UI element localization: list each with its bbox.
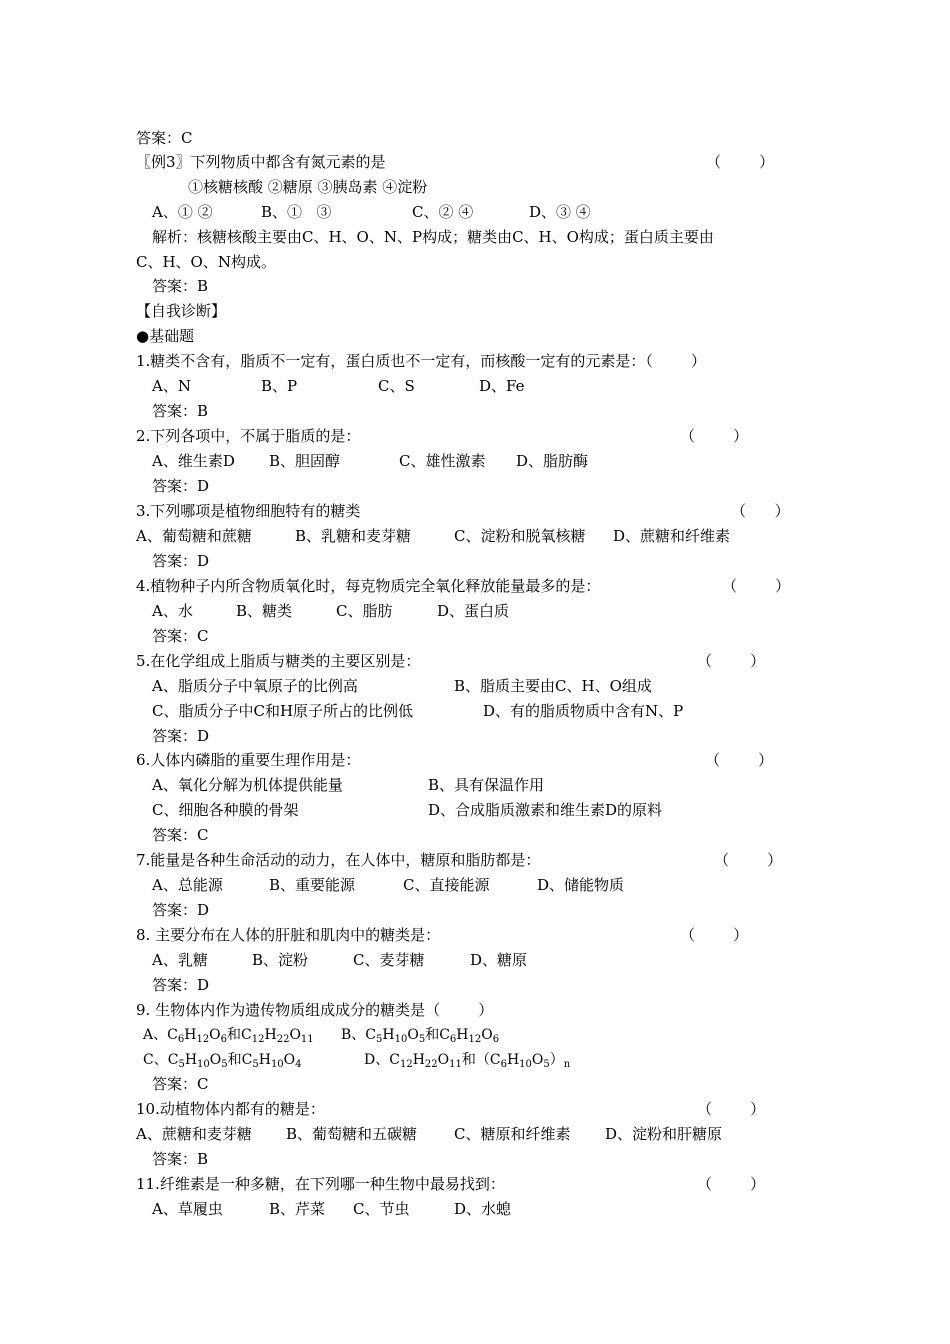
formula: $C_{12}H_{22}O_{11}$和$(C_6H_{10}O_5)_n$ [389, 1052, 571, 1070]
answer-text: 答案：B [152, 1150, 209, 1168]
option-d: D、蔗糖和纤维素 [613, 527, 731, 545]
option-c: C、淀粉和脱氧核糖 [454, 527, 586, 545]
question-stem: 2.下列各项中，不属于脂质的是： [136, 427, 361, 445]
question-stem: 10.动植物体内都有的糖是： [136, 1100, 325, 1118]
option-a: A、水 [152, 602, 193, 620]
answer-text: 答案：D [152, 552, 210, 570]
option-a: A、$C_6H_{12}O_6$和$C_{12}H_{22}O_{11}$ [143, 1027, 314, 1045]
option-d: D、合成脂质激素和维生素D的原料 [428, 801, 663, 819]
option-a: A、葡萄糖和蔗糖 [136, 527, 252, 545]
option-b: B、葡萄糖和五碳糖 [286, 1125, 418, 1143]
option-d: D、蛋白质 [437, 602, 510, 620]
answer-paren: （ ） [731, 502, 790, 520]
answer-text: 答案：D [152, 477, 210, 495]
option-b: B、脂质主要由C、H、O组成 [454, 677, 652, 695]
answer-text: 答案：D [152, 727, 210, 745]
option-d: D、水螅 [454, 1200, 512, 1218]
question-stem: 1.糖类不含有，脂质不一定有，蛋白质也不一定有，而核酸一定有的元素是：（ ） [136, 352, 706, 370]
option-d: D、Fe [479, 377, 525, 395]
option-a: A、氧化分解为机体提供能量 [152, 776, 343, 794]
question-stem: 4.植物种子内所含物质氧化时，每克物质完全氧化释放能量最多的是： [136, 577, 601, 595]
option-b: B、P [261, 377, 298, 395]
option-a: A、脂质分子中氧原子的比例高 [152, 677, 358, 695]
option-c: C、直接能源 [403, 876, 490, 894]
option-c: C、脂质分子中C和H原子所占的比例低 [152, 702, 414, 720]
answer-paren: （ ） [714, 851, 783, 869]
option-b: B、糖类 [236, 602, 293, 620]
option-b: B、具有保温作用 [428, 776, 545, 794]
option-d: D、储能物质 [537, 876, 625, 894]
question-stem: 11.纤维素是一种多糖，在下列哪一种生物中最易找到： [136, 1175, 505, 1193]
formula: $C_6H_{12}O_6$和$C_{12}H_{22}O_{11}$ [167, 1027, 314, 1045]
answer-text: 答案：D [152, 901, 210, 919]
question-stem: 6.人体内磷脂的重要生理作用是： [136, 751, 361, 769]
option-c: C、脂肪 [336, 602, 393, 620]
answer-text: 答案：C [152, 826, 209, 844]
question-stem: 5.在化学组成上脂质与糖类的主要区别是： [136, 652, 421, 670]
option-a: A、① ② [152, 203, 213, 221]
option-d: D、脂肪酶 [516, 452, 589, 470]
answer-text: 答案：B [152, 277, 209, 295]
option-a: A、总能源 [152, 876, 223, 894]
option-d: D、糖原 [470, 951, 528, 969]
option-c: C、糖原和纤维素 [454, 1125, 571, 1143]
answer-paren: （ ） [680, 427, 749, 445]
option-c: C、麦芽糖 [353, 951, 425, 969]
option-b: B、乳糖和麦芽糖 [295, 527, 412, 545]
answer-paren: （ ） [697, 652, 766, 670]
section-heading: 【自我诊断】 [136, 302, 227, 320]
option-c: C、细胞各种膜的骨架 [152, 801, 299, 819]
option-a: A、蔗糖和麦芽糖 [136, 1125, 252, 1143]
option-d: D、$C_{12}H_{22}O_{11}$和$(C_6H_{10}O_5)_n$ [364, 1052, 571, 1070]
analysis-text: 解析：核糖核酸主要由C、H、O、N、P构成；糖类由C、H、O构成；蛋白质主要由 [152, 228, 714, 246]
formula: $C_5H_{10}O_5$和$C_6H_{12}O_6$ [365, 1027, 500, 1045]
question-stem: 3.下列哪项是植物细胞特有的糖类 [136, 502, 361, 520]
option-a: A、草履虫 [152, 1200, 223, 1218]
option-c: C、雄性激素 [399, 452, 486, 470]
option-b: B、胆固醇 [269, 452, 341, 470]
question-stem: 7.能量是各种生命活动的动力，在人体中，糖原和脂肪都是： [136, 851, 541, 869]
answer-text: 答案：B [152, 402, 209, 420]
answer-paren: （ ） [697, 1175, 766, 1193]
formula: $C_5H_{10}O_5$和$C_5H_{10}O_4$ [167, 1052, 302, 1070]
answer-text: 答案：C [152, 1075, 209, 1093]
option-a: A、维生素D [152, 452, 235, 470]
subsection-heading: ●基础题 [136, 327, 195, 345]
answer-text: 答案：C [136, 129, 193, 147]
example-items: ①核糖核酸 ②糖原 ③胰岛素 ④淀粉 [188, 178, 428, 196]
answer-text: 答案：D [152, 976, 210, 994]
option-a: A、乳糖 [152, 951, 208, 969]
answer-paren: （ ） [705, 751, 774, 769]
question-stem: 9. 生物体内作为遗传物质组成成分的糖类是（ ） [136, 1001, 494, 1019]
option-c: C、节虫 [353, 1200, 410, 1218]
option-d: D、有的脂质物质中含有N、P [483, 702, 684, 720]
example-title: 〖例3〗下列物质中都含有氮元素的是 [136, 153, 386, 171]
option-b: B、淀粉 [252, 951, 309, 969]
answer-paren: （ ） [722, 577, 791, 595]
option-c: C、S [378, 377, 415, 395]
option-d: D、淀粉和肝糖原 [605, 1125, 723, 1143]
answer-text: 答案：C [152, 627, 209, 645]
option-b: B、$C_5H_{10}O_5$和$C_6H_{12}O_6$ [341, 1027, 500, 1045]
option-a: A、N [152, 377, 191, 395]
analysis-text: C、H、O、N构成。 [136, 253, 276, 271]
question-stem: 8. 主要分布在人体的肝脏和肌肉中的糖类是： [136, 926, 441, 944]
option-b: B、芹菜 [269, 1200, 326, 1218]
answer-paren: （ ） [706, 153, 775, 171]
option-c: C、② ④ [412, 203, 474, 221]
option-b: B、① ③ [261, 203, 332, 221]
option-b: B、重要能源 [269, 876, 356, 894]
option-c: C、$C_5H_{10}O_5$和$C_5H_{10}O_4$ [143, 1052, 302, 1070]
answer-paren: （ ） [697, 1100, 766, 1118]
option-d: D、③ ④ [529, 203, 591, 221]
answer-paren: （ ） [680, 926, 749, 944]
